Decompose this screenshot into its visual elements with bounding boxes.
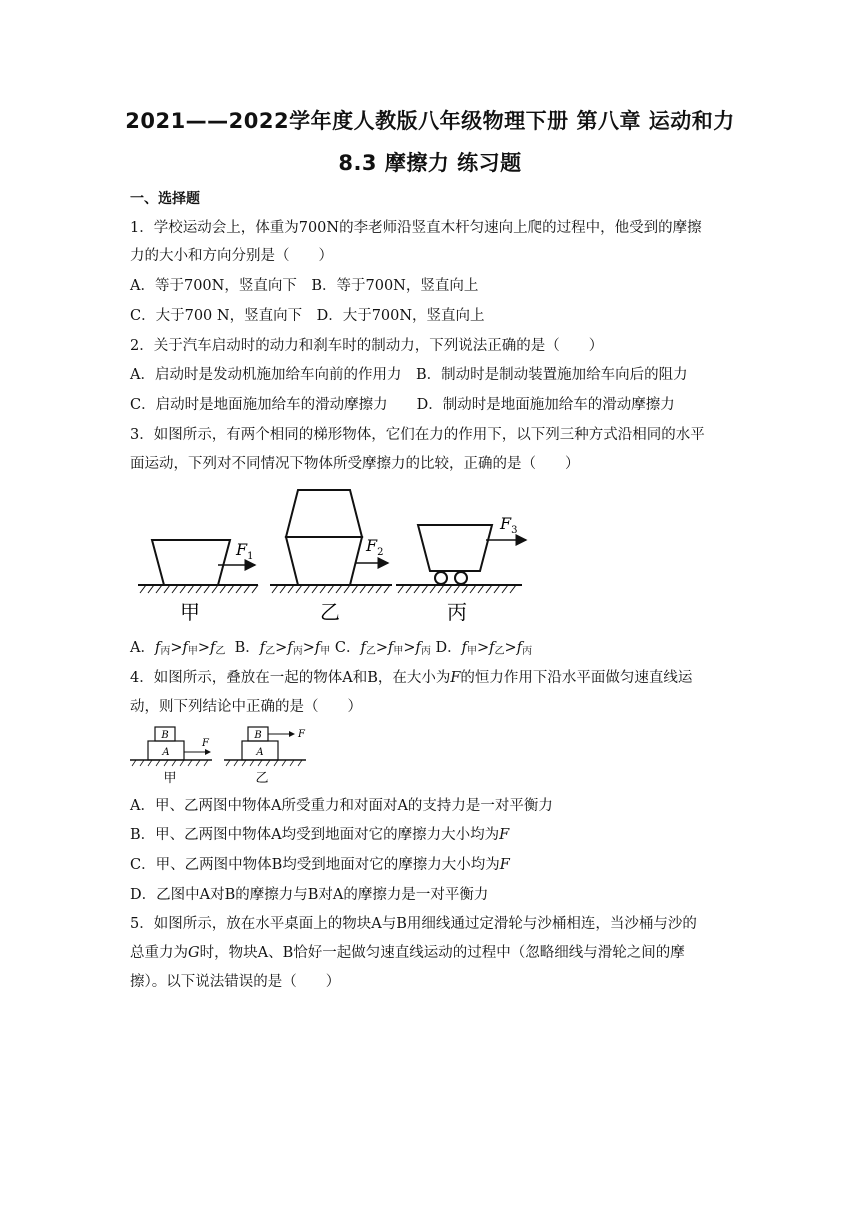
q1-stem-line2: 力的大小和方向分别是（ ） [130, 248, 333, 264]
label-b-yi: B [254, 730, 262, 741]
label4-yi: 乙 [255, 771, 269, 786]
trapezoid-block-jia [152, 540, 230, 585]
q4-option-b: B．甲、乙两图中物体A均受到地面对它的摩擦力大小均为F [130, 827, 510, 843]
label-a-yi: A [256, 747, 264, 758]
q4-option-c: C．甲、乙两图中物体B均受到地面对它的摩擦力大小均为F [130, 857, 510, 873]
trapezoid-block-bottom-yi [286, 537, 362, 585]
label-b-jia: B [161, 730, 169, 741]
q3-stem-line1: 3．如图所示，有两个相同的梯形物体，它们在力的作用下，以下列三种方式沿相同的水平 [130, 427, 705, 443]
q1-stem-line1: 1．学校运动会上，体重为700N的李老师沿竖直木杆匀速向上爬的过程中，他受到的摩擦 [130, 220, 702, 236]
q1-options-cd: C．大于700 N，竖直向下 D．大于700N，竖直向上 [130, 308, 485, 324]
label-jia: 甲 [180, 600, 200, 624]
trapezoid-block-bing [418, 525, 492, 571]
q5-stem-line1: 5．如图所示，放在水平桌面上的物块A与B用细线通过定滑轮与沙桶相连，当沙桶与沙的 [130, 916, 697, 932]
force-label-f3: $F_3$ [500, 514, 518, 536]
force-label-jia: F [202, 738, 209, 749]
q2-options-cd: C．启动时是地面施加给车的滑动摩擦力 D．制动时是地面施加给车的滑动摩擦力 [130, 397, 675, 413]
label4-jia: 甲 [163, 771, 177, 786]
label-yi: 乙 [320, 600, 340, 624]
q2-stem: 2．关于汽车启动时的动力和刹车时的制动力，下列说法正确的是（ ） [130, 338, 604, 354]
force-label-f2: $F_2$ [366, 536, 384, 558]
q1-options-ab: A．等于700N，竖直向下 B．等于700N，竖直向上 [130, 278, 479, 294]
q4-stem-line1: 4．如图所示，叠放在一起的物体A和B，在大小为F的恒力作用下沿水平面做匀速直线运 [130, 670, 693, 686]
q4-stem-line2: 动，则下列结论中正确的是（ ） [130, 699, 362, 715]
trapezoid-block-top-yi [286, 490, 362, 537]
wheel-left [435, 572, 447, 584]
label-a-jia: A [162, 747, 170, 758]
document-title: 2021——2022学年度人教版八年级物理下册 第八章 运动和力 [125, 109, 735, 133]
label-bing: 丙 [447, 600, 467, 624]
wheel-right [455, 572, 467, 584]
q3-figure [130, 485, 540, 625]
figure-bing [396, 514, 526, 624]
q3-stem-line2: 面运动，下列对不同情况下物体所受摩擦力的比较，正确的是（ ） [130, 456, 580, 472]
q4-option-a: A．甲、乙两图中物体A所受重力和对面对A的支持力是一对平衡力 [130, 798, 553, 814]
force-label-yi: F [298, 729, 305, 740]
document-subtitle: 8.3 摩擦力 练习题 [338, 151, 522, 175]
q5-stem-line3: 擦）。以下说法错误的是（ ） [130, 974, 341, 990]
force-label-f1: $F_1$ [236, 540, 254, 562]
q3-options: A．$f_丙>f_甲>f_乙$ B．$f_乙>f_丙>f_甲$ C．$f_乙>f_甲>f_丙$ D．$f_甲>f_乙>f_丙$ [130, 640, 533, 657]
q2-options-ab: A．启动时是发动机施加给车向前的作用力 B．制动时是制动装置施加给车向后的阻力 [130, 367, 688, 383]
figure4-jia [130, 727, 212, 786]
figure-jia [138, 540, 258, 624]
figure4-yi [224, 727, 306, 786]
q4-figure [130, 722, 320, 784]
figure-yi [270, 490, 392, 624]
section-heading: 一、选择题 [130, 191, 200, 207]
q4-option-d: D．乙图中A对B的摩擦力与B对A的摩擦力是一对平衡力 [130, 887, 489, 903]
q5-stem-line2: 总重力为G时，物块A、B恰好一起做匀速直线运动的过程中（忽略细线与滑轮之间的摩 [130, 945, 685, 961]
